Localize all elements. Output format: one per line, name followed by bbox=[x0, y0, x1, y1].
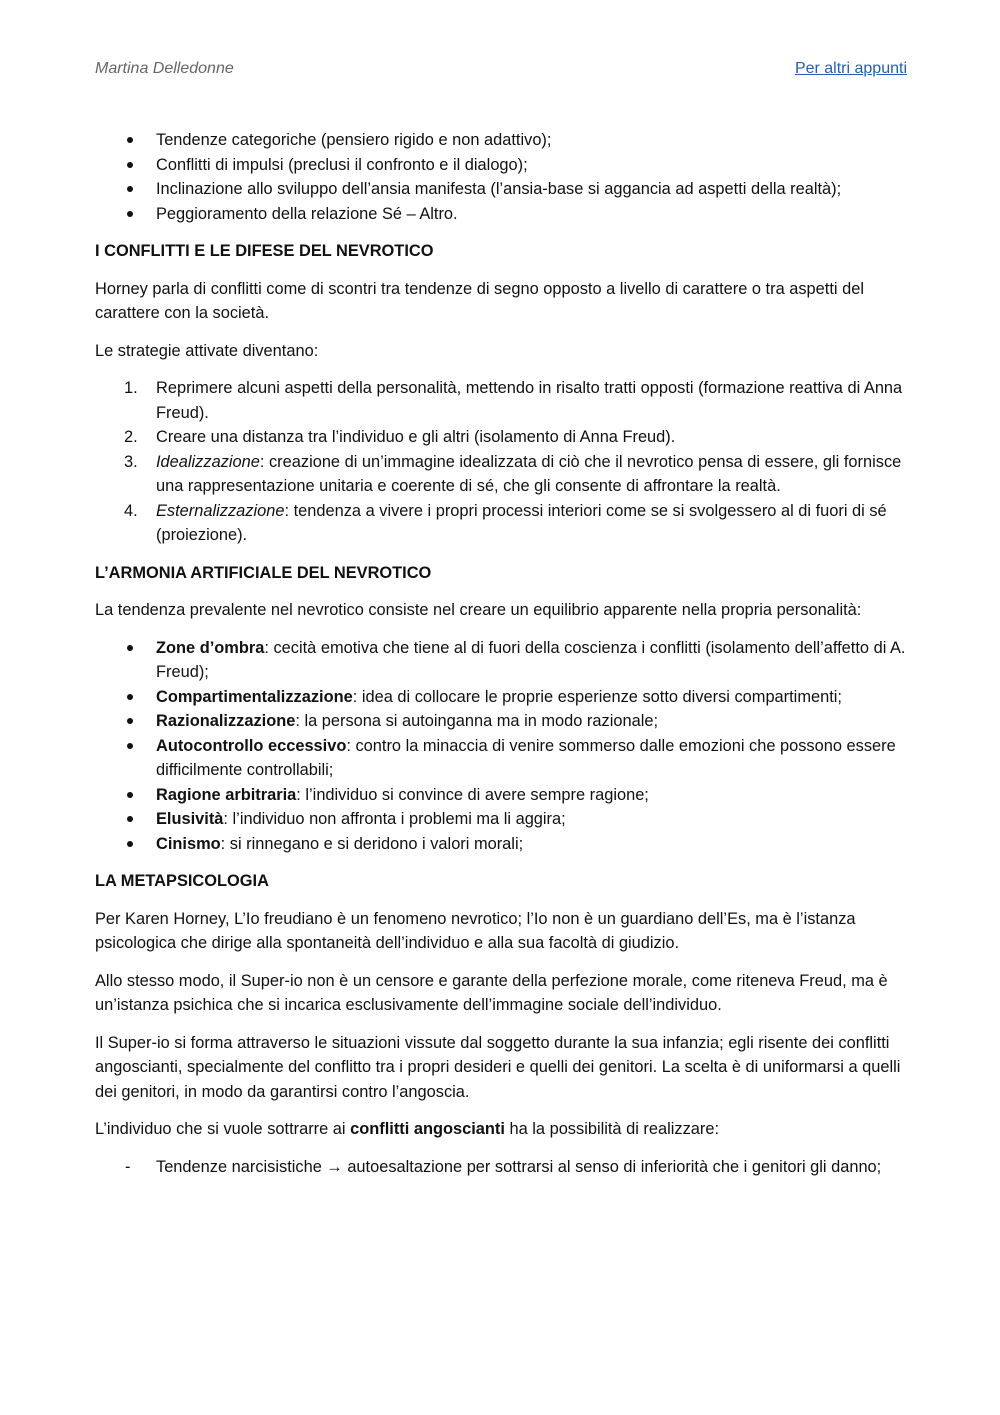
list-number: 2. bbox=[124, 428, 138, 446]
bullet-list-tendencies bbox=[95, 128, 907, 226]
list-number: 1. bbox=[124, 379, 138, 397]
list-item: Compartimentalizzazione: idea di collocare le proprie esperienze sotto diversi compartimenti; bbox=[156, 687, 842, 706]
paragraph: Il Super-io si forma attraverso le situazioni vissute dal soggetto durante la sua infanzia; egli risente dei conflitti angoscianti, specialmente del conflitto tra i propri desideri e quelli dei genitori. La scelta è di uniformarsi a quelli dei genitori, in modo da garantirsi contro l’angoscia. bbox=[95, 1033, 901, 1101]
document-body bbox=[95, 128, 907, 1179]
section-heading-conflicts: I CONFLITTI E LE DIFESE DEL NEVROTICO bbox=[95, 242, 434, 260]
list-item: 2. Creare una distanza tra l’individuo e gli altri (isolamento di Anna Freud). bbox=[95, 425, 907, 450]
list-item: Inclinazione allo sviluppo dell’ansia manifesta (l’ansia-base si aggancia ad aspetti della realtà); bbox=[156, 180, 842, 198]
paragraph: Horney parla di conflitti come di scontri tra tendenze di segno opposto a livello di carattere o tra aspetti del carattere con la società. bbox=[95, 279, 864, 322]
emphasis-term: Idealizzazione bbox=[156, 452, 260, 471]
section-heading-metapsychology: LA METAPSICOLOGIA bbox=[95, 872, 269, 890]
list-item: 4. Esternalizzazione: tendenza a vivere i propri processi interiori come se si svolgessero al di fuori di sé (proiezione). bbox=[95, 499, 907, 548]
bullet-list-defenses bbox=[95, 636, 907, 857]
list-item: Conflitti di impulsi (preclusi il confronto e il dialogo); bbox=[156, 155, 528, 174]
author-name: Martina Delledonne bbox=[95, 60, 234, 77]
section-heading-harmony: L’ARMONIA ARTIFICIALE DEL NEVROTICO bbox=[95, 563, 432, 582]
list-item: Peggioramento della relazione Sé – Altro. bbox=[156, 204, 458, 223]
paragraph: La tendenza prevalente nel nevrotico consiste nel creare un equilibrio apparente nella propria personalità: bbox=[95, 601, 862, 619]
emphasis-term: Esternalizzazione bbox=[156, 501, 285, 520]
paragraph: Per Karen Horney, L’Io freudiano è un fenomeno nevrotico; l’Io non è un guardiano dell’Es, ma è l’istanza psicologica che dirige alla spontaneità dell’individuo e alla sua facoltà di giudizio. bbox=[95, 909, 856, 952]
list-item: 3. Idealizzazione: creazione di un’immagine idealizzata di ciò che il nevrotico pensa di essere, gli fornisce una rappresentazione unitaria e coerente di sé, che gli consente di affrontare la realtà. bbox=[95, 450, 907, 499]
paragraph: L’individuo che si vuole sottrarre ai conflitti angoscianti ha la possibilità di realizzare: bbox=[95, 1120, 720, 1138]
paragraph: Le strategie attivate diventano: bbox=[95, 341, 319, 360]
dash-marker: - bbox=[125, 1157, 131, 1176]
list-item: Autocontrollo eccessivo: contro la minaccia di venire sommerso dalle emozioni che possono essere difficilmente controllabili; bbox=[156, 736, 896, 779]
list-item: Elusività: l’individuo non affronta i problemi ma li aggira; bbox=[156, 810, 566, 828]
list-item: Zone d’ombra: cecità emotiva che tiene al di fuori della coscienza i conflitti (isolamento dell’affetto di A. Freud); bbox=[156, 638, 906, 681]
numbered-list-strategies bbox=[95, 376, 907, 548]
list-item: 1. Reprimere alcuni aspetti della personalità, mettendo in risalto tratti opposti (formazione reattiva di Anna Freud). bbox=[95, 376, 907, 425]
list-item: Tendenze categoriche (pensiero rigido e non adattivo); bbox=[156, 131, 552, 149]
list-number: 4. bbox=[124, 501, 138, 520]
list-item: Razionalizzazione: la persona si autoinganna ma in modo razionale; bbox=[156, 712, 659, 730]
list-item: Cinismo: si rinnegano e si deridono i valori morali; bbox=[156, 834, 524, 853]
list-item: - Tendenze narcisistiche → autoesaltazione per sottrarsi al senso di inferiorità che i genitori gli danno; bbox=[95, 1155, 907, 1180]
dash-list bbox=[95, 1155, 907, 1180]
other-notes-link[interactable]: Per altri appunti bbox=[794, 60, 907, 77]
list-item: Ragione arbitraria: l’individuo si convince di avere sempre ragione; bbox=[156, 785, 649, 804]
paragraph: Allo stesso modo, il Super-io non è un censore e garante della perfezione morale, come riteneva Freud, ma è un’istanza psichica che si incarica esclusivamente dell’immagine sociale dell’individuo. bbox=[95, 971, 888, 1014]
page-header bbox=[95, 60, 907, 84]
list-number: 3. bbox=[124, 452, 138, 471]
